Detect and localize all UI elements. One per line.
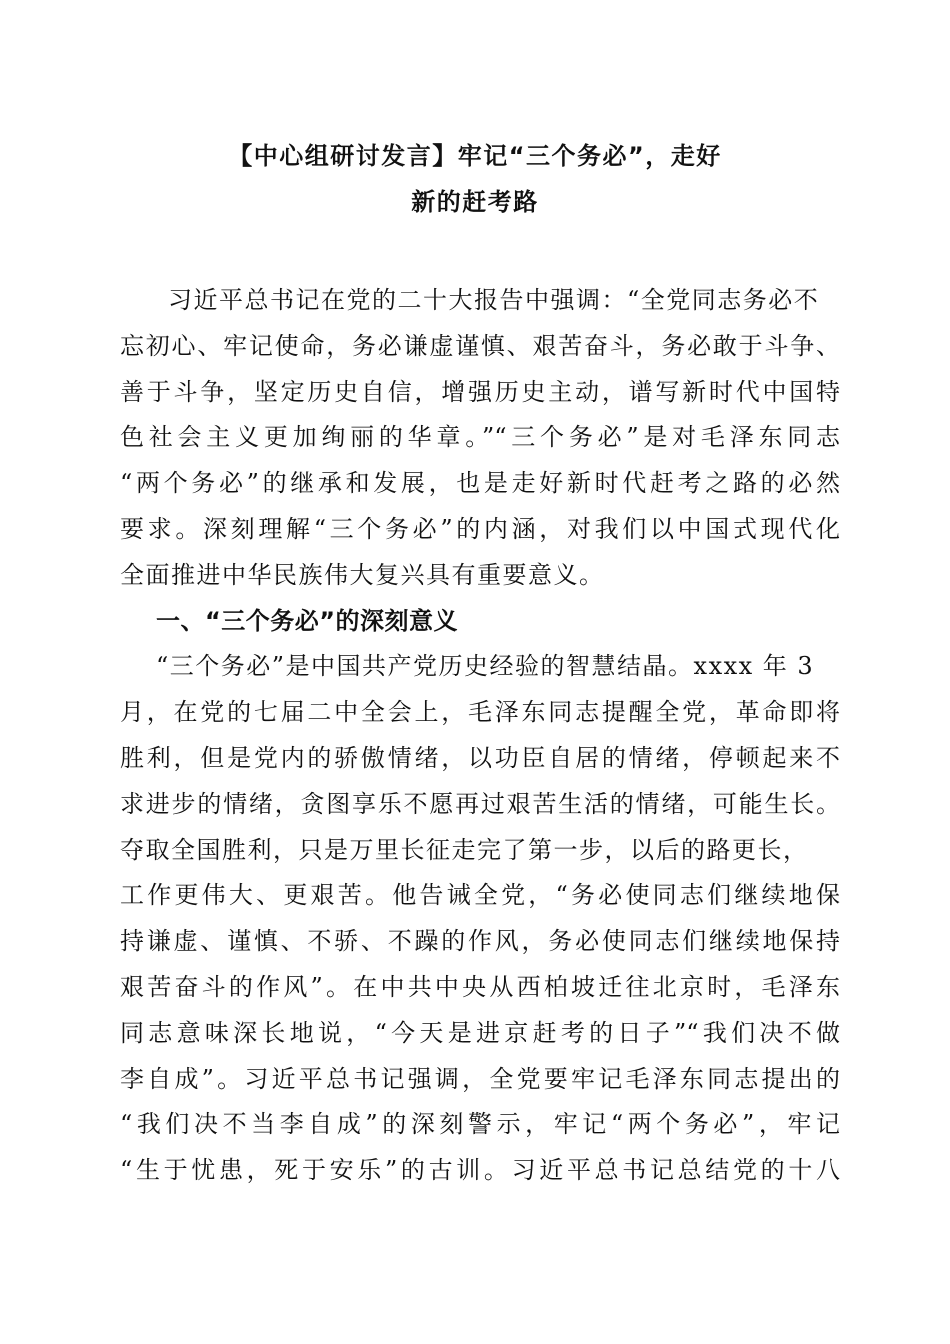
title-line: 【中心组研讨发言】牢记“三个务必”，走好 [228,142,722,170]
title-line: 新的赶考路 [411,187,539,216]
paragraph-2 [120,644,840,1194]
text-line: 艰苦奋斗的作风”。在中共中央从西柏坡迁往北京时，毛泽东 [120,972,840,1001]
section-heading: 一、“三个务必”的深刻意义 [156,606,459,635]
text-line: 习近平总书记在党的二十大报告中强调：“全党同志务必不 [168,286,820,314]
text-line: 要求。深刻理解“三个务必”的内涵，对我们以中国式现代化 [120,514,840,543]
text-line: 胜利，但是党内的骄傲情绪，以功臣自居的情绪，停顿起来不 [120,743,840,772]
paragraph-1 [120,278,840,599]
text-line: 夺取全国胜利，只是万里长征走完了第一步，以后的路更长， [120,835,809,864]
text-line: 李自成”。习近平总书记强调，全党要牢记毛泽东同志提出的 [120,1064,840,1093]
text-line: 色社会主义更加绚丽的华章。”“三个务必”是对毛泽东同志 [120,423,840,452]
text-line: 善于斗争，坚定历史自信，增强历史主动，谱写新时代中国特 [120,377,840,406]
text-line: 全面推进中华民族伟大复兴具有重要意义。 [120,560,605,589]
text-line: “三个务必”是中国共产党历史经验的智慧结晶。xxxx 年 3 [156,652,815,681]
text-line: “生于忧患，死于安乐”的古训。习近平总书记总结党的十八 [120,1156,840,1185]
document-body [120,278,840,1194]
text-line: 求进步的情绪，贪图享乐不愿再过艰苦生活的情绪，可能生长。 [120,789,840,818]
text-line: “我们决不当李自成”的深刻警示，牢记“两个务必”，牢记 [120,1110,840,1139]
text-line: 持谦虚、谨慎、不骄、不躁的作风，务必使同志们继续地保持 [120,927,840,956]
text-line: “两个务必”的继承和发展，也是走好新时代赶考之路的必然 [120,469,840,498]
text-line: 工作更伟大、更艰苦。他告诫全党，“务必使同志们继续地保 [120,881,840,910]
text-line: 月，在党的七届二中全会上，毛泽东同志提醒全党，革命即将 [120,698,840,727]
text-line: 忘初心、牢记使命，务必谦虚谨慎、艰苦奋斗，务必敢于斗争、 [120,331,840,360]
document-title [100,134,850,226]
text-line: 同志意味深长地说，“今天是进京赶考的日子”“我们决不做 [120,1018,840,1047]
